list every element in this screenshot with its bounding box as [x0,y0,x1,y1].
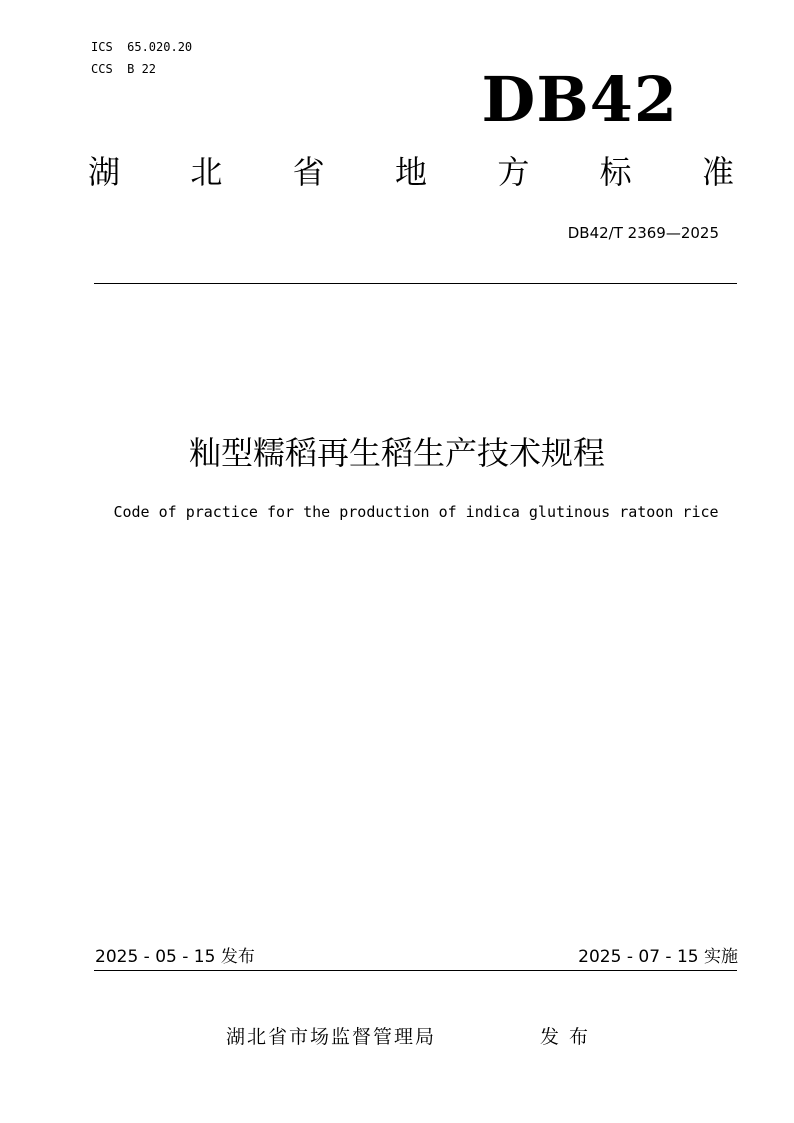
standard-type-char: 准 [701,153,734,191]
standard-type-char: 方 [497,153,530,191]
document-title-english: Code of practice for the production of indica glutinous ratoon rice [113,503,719,521]
document-title-chinese: 籼型糯稻再生稻生产技术规程 [188,434,605,472]
implement-date: 2025 - 07 - 15 实施 [578,947,738,967]
standard-type-char: 湖 [88,153,121,191]
top-divider [94,283,737,284]
ccs-code: CCS B 22 [91,62,157,76]
issuing-authority: 湖北省市场监督管理局 [226,1026,437,1048]
standard-type-heading [88,152,734,192]
standard-type-char: 地 [394,153,427,191]
db42-logo: DB42 [481,63,678,136]
standard-type-char: 省 [292,153,325,191]
bottom-divider [94,970,737,971]
publish-date: 2025 - 05 - 15 发布 [95,947,255,967]
issue-label: 发布 [540,1026,599,1048]
standard-number: DB42/T 2369—2025 [567,224,719,242]
standard-type-char: 标 [599,153,632,191]
ics-code: ICS 65.020.20 [91,40,193,54]
standard-type-char: 北 [190,153,223,191]
